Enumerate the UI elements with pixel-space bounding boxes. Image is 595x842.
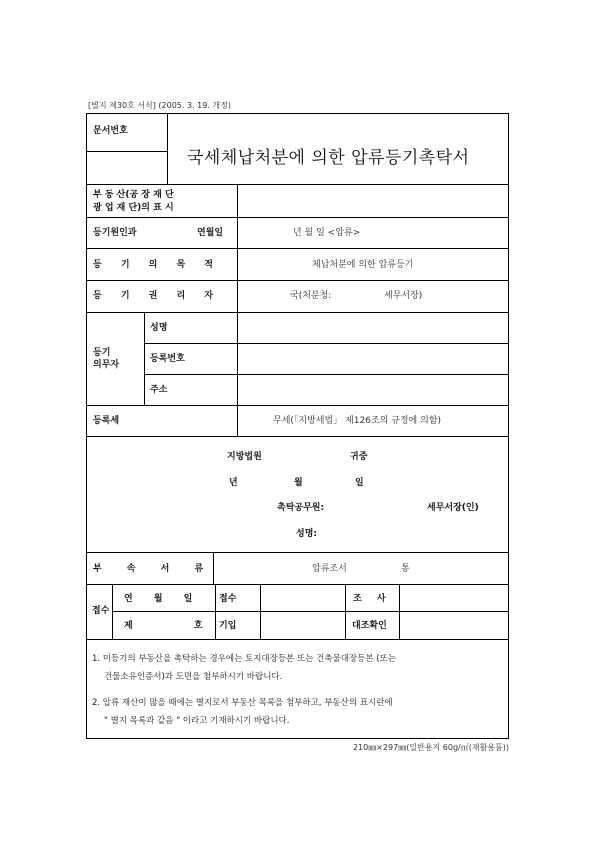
court-label: 지방법원 <box>227 452 262 462</box>
col-line <box>260 584 261 639</box>
obligor-addr-label: 주소 <box>150 385 168 395</box>
col-line <box>215 584 216 639</box>
right-holder-value-left: 국(처분청: <box>290 291 332 301</box>
name-label: 성명: <box>296 529 317 539</box>
row-line <box>86 584 509 585</box>
row-line <box>86 405 509 406</box>
right-holder-value-right: 세무서장) <box>384 291 423 301</box>
row-line <box>144 374 509 375</box>
col-line <box>144 312 145 405</box>
receipt-date-label: 연 월 일 <box>124 594 193 604</box>
paper-spec: 210㎜×297㎜(일반용지 60g/㎡(재활용품)) <box>352 743 509 752</box>
row-line <box>86 639 509 640</box>
doc-number-divider <box>86 151 167 152</box>
row-line <box>86 436 509 437</box>
attachments-value-right: 통 <box>401 564 410 574</box>
doc-number-label: 문서번호 <box>93 126 128 136</box>
row-line <box>86 552 509 553</box>
obligor-label-line1: 등기 <box>93 348 111 358</box>
col-line <box>213 552 214 584</box>
official-label: 촉탁공무원: <box>277 503 325 513</box>
property-label-line2: 광 업 재 단)의 표 시 <box>93 203 174 213</box>
col-line <box>167 113 168 184</box>
receipt-field-label: 접수 <box>219 594 237 604</box>
obligor-name-label: 성명 <box>150 323 168 333</box>
receipt-no-label: 제 호 <box>124 621 203 631</box>
verification-label: 대조확인 <box>352 621 387 631</box>
note-1-line-1: 1. 미등기의 부동산을 촉탁하는 경우에는 토지대장등본 또는 건축물대장등본 (또는 <box>92 654 397 664</box>
note-1-line-2: 건물소유인증서)과 도면을 첨부하시기 바랍니다. <box>104 672 283 682</box>
cause-date-label-left: 등기원인과 <box>93 228 137 238</box>
entry-field-label: 기입 <box>219 621 237 631</box>
right-holder-label: 등 기 권 리 자 <box>93 291 214 301</box>
cause-date-label-right: 연월일 <box>197 228 224 238</box>
obligor-label-line2: 의무자 <box>93 360 120 370</box>
col-line <box>112 584 113 639</box>
row-line <box>86 217 509 218</box>
note-2-line-2: " 별지 목록과 같음 " 이라고 기재하시기 바랍니다. <box>104 716 290 726</box>
reg-tax-label: 등록세 <box>93 416 120 426</box>
row-line <box>86 280 509 281</box>
row-line <box>86 312 509 313</box>
day-label: 일 <box>355 478 364 488</box>
receipt-label: 접수 <box>92 606 110 616</box>
to-label: 귀중 <box>350 452 368 462</box>
row-line <box>112 611 509 612</box>
col-line <box>237 184 238 436</box>
investigation-label: 조 사 <box>353 594 386 604</box>
form-code: [별지 제30호 서식] (2005. 3. 19. 개정) <box>88 101 232 110</box>
reg-tax-value: 무세(「지방세법」 제126조의 규정에 의함) <box>273 416 442 426</box>
month-label: 월 <box>294 478 303 488</box>
col-line <box>399 584 400 639</box>
purpose-value: 체납처분에 의한 압류등기 <box>312 260 414 270</box>
note-2-line-1: 2. 압류 재산이 많을 때에는 별지로서 부동산 목록을 첨부하고, 부동산의 표시란에 <box>92 698 393 708</box>
purpose-label: 등 기 의 목 적 <box>93 260 214 270</box>
col-line <box>345 584 346 639</box>
page-title: 국세체납처분에 의한 압류등기촉탁서 <box>187 148 470 168</box>
row-line <box>144 343 509 344</box>
obligor-regno-label: 등록번호 <box>150 354 185 364</box>
property-field[interactable] <box>240 189 506 213</box>
row-line <box>86 184 509 185</box>
attachments-label: 부 속 서 류 <box>93 564 204 574</box>
tax-office-seal: 세무서장(인) <box>427 503 479 513</box>
row-line <box>86 248 509 249</box>
property-label-line1: 부 동 산(공 장 재 단 <box>93 190 174 200</box>
year-label: 년 <box>229 478 238 488</box>
attachments-value-left: 압류조서 <box>312 564 347 574</box>
cause-date-value: 년 월 일 <압류> <box>293 228 361 238</box>
